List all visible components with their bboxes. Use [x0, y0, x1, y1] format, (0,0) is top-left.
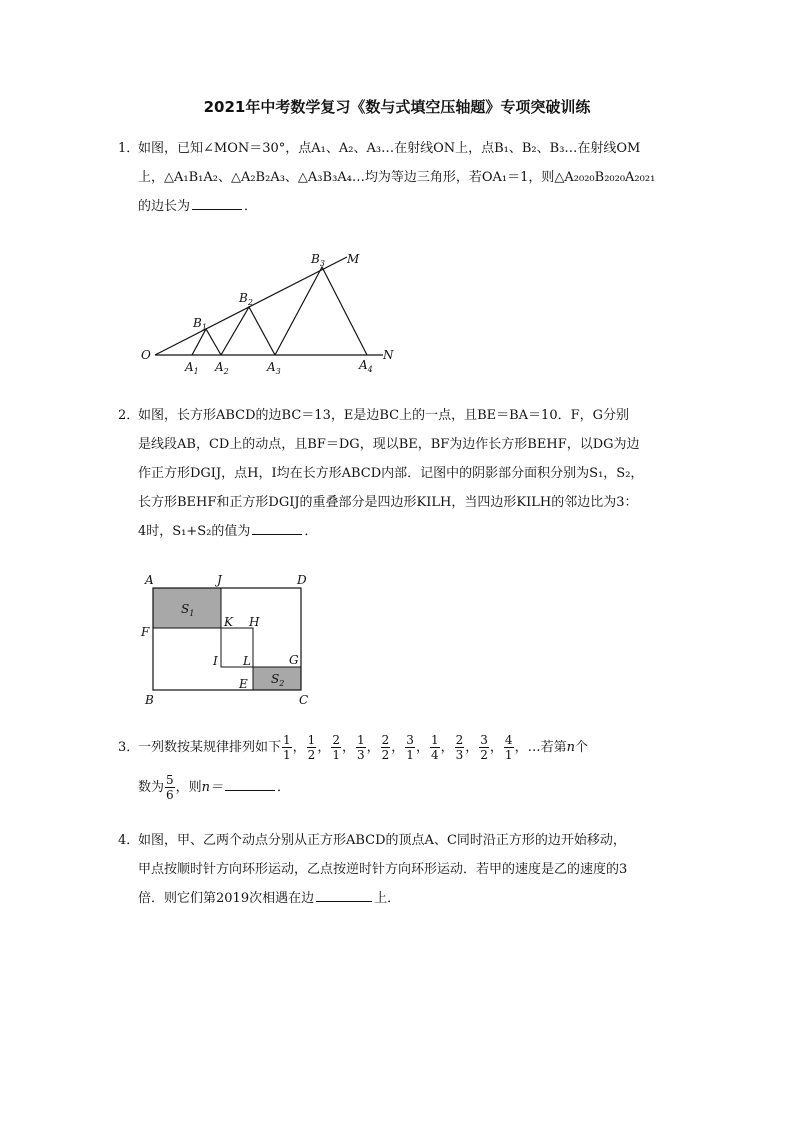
label-d: D: [297, 573, 307, 587]
fraction: $\frac{2}{3}$: [455, 733, 464, 762]
answer-blank: [192, 197, 242, 210]
q1-line-3: 的边长为: [138, 199, 191, 214]
figure-rectangle: [135, 572, 325, 707]
fraction: $\frac{4}{1}$: [504, 733, 513, 762]
fraction-separator: ，: [489, 740, 503, 755]
q3-after: ，…若第: [514, 740, 567, 755]
q2-line-1: 如图，长方形ABCD的边BC＝13，E是边BC上的一点，且BE＝BA＝10．F，G分别: [138, 408, 629, 423]
q1-line-2: 上，△A₁B₁A₂、△A₂B₂A₃、△A₃B₃A₄…均为等边三角形，若OA₁＝1，则△A₂₀₂₀B₂₀₂₀A₂₀₂₁: [138, 170, 656, 185]
q2-line-4: 长方形BEHF和正方形DGIJ的重叠部分是四边形KILH，当四边形KILH的邻边比为3：: [138, 495, 638, 510]
label-c: C: [299, 693, 309, 707]
question-number: 1．: [118, 141, 140, 156]
fraction: $\frac{3}{2}$: [480, 733, 488, 762]
punctuation: 上．: [374, 891, 401, 906]
label-b1: $B_1$: [193, 316, 207, 332]
fraction: $\frac{1}{1}$: [283, 733, 291, 762]
question-1: [118, 134, 678, 221]
label-a3: $A_3$: [267, 360, 281, 376]
fraction: $\frac{2}{1}$: [332, 733, 340, 762]
question-2: [118, 401, 678, 546]
q1-line-1: 如图，已知∠MON＝30°，点A₁、A₂、A₃…在射线ON上，点B₁、B₂、B₃…在射线OM: [138, 141, 641, 156]
page-title: 2021年中考数学复习《数与式填空压轴题》专项突破训练: [203, 98, 591, 116]
q3-line-2-start: 数为: [138, 780, 165, 795]
label-i: I: [213, 654, 218, 668]
question-number: 2．: [118, 408, 140, 423]
rect-behf: [153, 628, 253, 690]
label-a: A: [145, 573, 154, 587]
punctuation: ．: [304, 524, 318, 539]
label-s1: $S_1$: [181, 602, 195, 618]
q4-line-1: 如图，甲、乙两个动点分别从正方形ABCD的顶点A、C同时沿正方形的边开始移动，: [138, 833, 626, 848]
triangle-2: [221, 307, 275, 355]
fraction-separator: ，: [292, 740, 306, 755]
label-k: K: [224, 615, 233, 629]
label-h: H: [249, 615, 260, 629]
label-g: G: [289, 653, 299, 667]
figure-triangles: [135, 245, 395, 380]
q2-line-3: 作正方形DGIJ，点H，I均在长方形ABCD内部．记图中的阴影部分面积分别为S₁，S₂，: [138, 466, 644, 481]
punctuation: ．: [244, 199, 258, 214]
fraction: $\frac{1}{3}$: [356, 733, 365, 762]
label-j: J: [217, 573, 222, 587]
label-b3: $B_3$: [311, 252, 325, 268]
fraction: $\frac{1}{4}$: [430, 733, 439, 762]
triangle-3: [275, 267, 367, 355]
q3-intro: 一列数按某规律排列如下: [138, 740, 282, 755]
label-n: N: [383, 348, 394, 362]
label-o: O: [141, 348, 151, 362]
label-m: M: [347, 252, 360, 266]
label-f: F: [141, 625, 150, 639]
question-3: [118, 728, 678, 808]
fraction-separator: ，: [440, 740, 454, 755]
question-number: 3．: [118, 740, 140, 755]
label-l: L: [243, 654, 251, 668]
answer-blank: [225, 778, 275, 791]
fraction-separator: ，: [366, 740, 380, 755]
q3-after-2: 个: [574, 740, 588, 755]
question-number: 4．: [118, 833, 140, 848]
variable-n: n: [566, 740, 575, 755]
label-e: E: [239, 677, 248, 691]
fraction-separator: ，: [317, 740, 331, 755]
fraction: $\frac{3}{1}$: [406, 733, 414, 762]
fraction-separator: ，: [341, 740, 355, 755]
equation-n: n＝: [201, 780, 224, 795]
label-a4: $A_4$: [359, 358, 373, 374]
q2-line-2: 是线段AB，CD上的动点，且BF＝DG，现以BE，BF为边作长方形BEHF，以DG为边: [138, 437, 640, 452]
label-a1: $A_1$: [185, 360, 199, 376]
label-b2: $B_2$: [239, 291, 253, 307]
label-b: B: [145, 693, 154, 707]
q2-line-5: 4时，S₁+S₂的值为: [138, 524, 251, 539]
triangle-1: [192, 329, 221, 355]
answer-blank: [252, 522, 302, 535]
question-4: [118, 826, 678, 913]
punctuation: ．: [277, 780, 291, 795]
fraction-separator: ，: [415, 740, 429, 755]
fraction-separator: ，: [465, 740, 479, 755]
q4-line-3: 倍．则它们第2019次相遇在边: [138, 891, 315, 906]
fraction: $\frac{2}{2}$: [381, 733, 390, 762]
q3-line-2-mid: ，则: [175, 780, 202, 795]
fraction-sequence: [281, 733, 515, 762]
fraction-target: $\frac{5}{6}$: [166, 773, 174, 802]
label-s2: $S_2$: [271, 672, 285, 688]
q4-line-2: 甲点按顺时针方向环形运动，乙点按逆时针方向环形运动．若甲的速度是乙的速度的3: [138, 862, 628, 877]
answer-blank: [316, 889, 372, 902]
fraction-separator: ，: [391, 740, 405, 755]
fraction: $\frac{1}{2}$: [307, 733, 316, 762]
label-a2: $A_2$: [215, 360, 229, 376]
